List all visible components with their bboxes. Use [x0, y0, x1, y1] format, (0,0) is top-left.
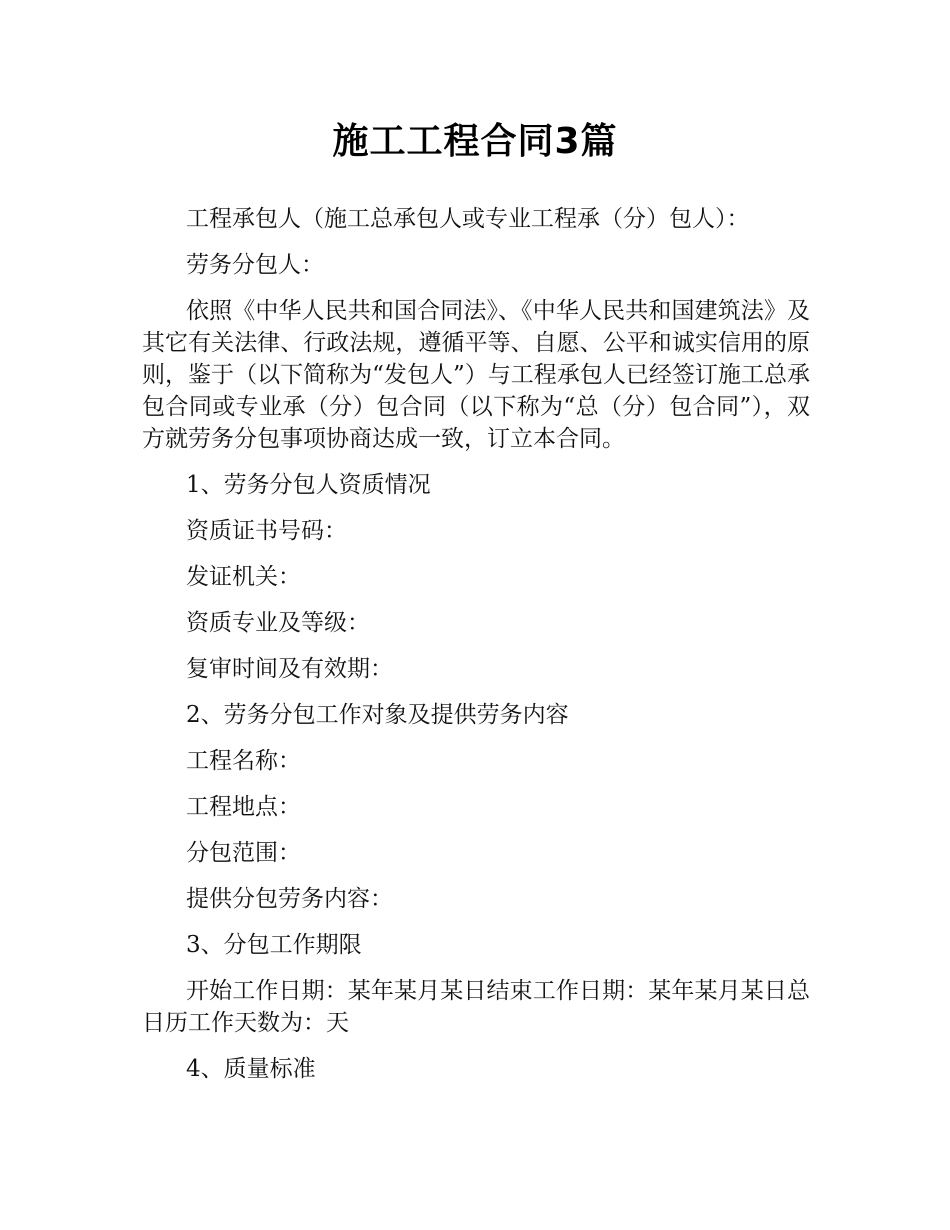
field-issuing-authority: 发证机关：	[186, 564, 301, 590]
field-review-validity: 复审时间及有效期：	[186, 656, 393, 682]
field-work-dates: 开始工作日期：某年某月某日结束工作日期：某年某月某日总日历工作天数为：天	[142, 978, 810, 1036]
section-heading-work-scope: 2、劳务分包工作对象及提供劳务内容	[186, 702, 569, 728]
paragraph-subcontractor: 劳务分包人：	[186, 252, 324, 278]
section-heading-qualification: 1、劳务分包人资质情况	[186, 472, 431, 498]
section-heading-quality: 4、质量标准	[186, 1056, 316, 1082]
field-labor-content: 提供分包劳务内容：	[186, 886, 393, 912]
document-body	[142, 203, 810, 1099]
section-heading-work-period: 3、分包工作期限	[186, 932, 362, 958]
field-qualification-grade: 资质专业及等级：	[186, 610, 370, 636]
field-project-name: 工程名称：	[186, 748, 301, 774]
field-certificate-number: 资质证书号码：	[186, 518, 347, 544]
field-subcontract-scope: 分包范围：	[186, 840, 301, 866]
field-project-location: 工程地点：	[186, 794, 301, 820]
paragraph-preamble: 依照《中华人民共和国合同法》、《中华人民共和国建筑法》及其它有关法律、行政法规，遵循平等、自愿、公平和诚实信用的原则，鉴于（以下简称为“发包人”）与工程承包人已经签订施工总承包合同或专业承（分）包合同（以下称为“总（分）包合同”），双方就劳务分包事项协商达成一致，订立本合同。	[142, 298, 810, 452]
document-title: 施工工程合同3篇	[332, 121, 618, 162]
paragraph-contractor: 工程承包人（施工总承包人或专业工程承（分）包人）：	[186, 206, 750, 232]
